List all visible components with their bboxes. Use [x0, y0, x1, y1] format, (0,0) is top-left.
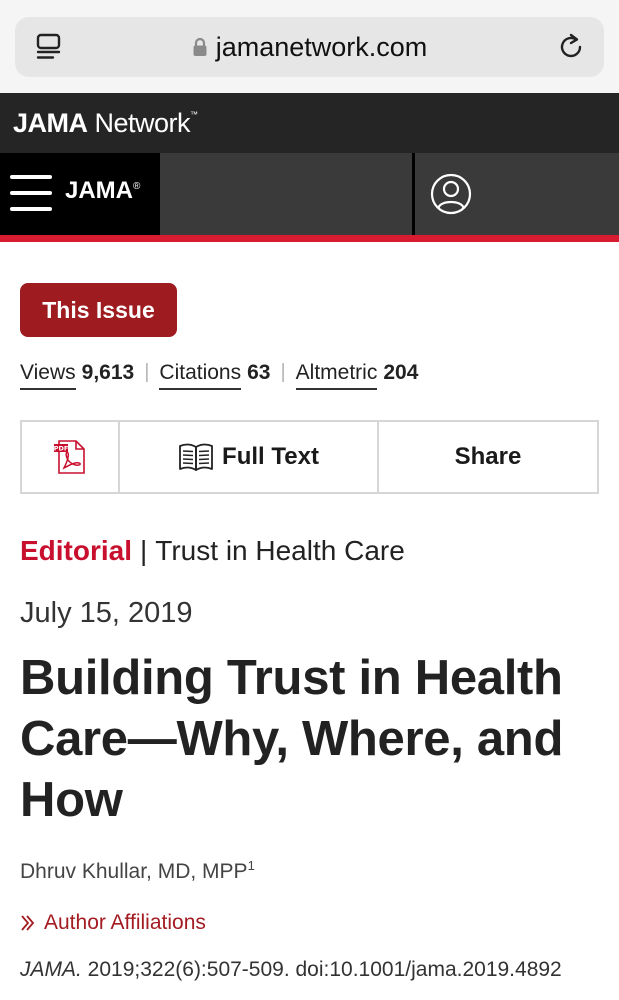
article-kicker: Editorial | Trust in Health Care — [20, 535, 405, 566]
article-metrics — [20, 361, 418, 395]
user-account-icon[interactable] — [430, 173, 472, 215]
jama-network-logo[interactable]: JAMA Network™ — [13, 108, 198, 138]
article-type[interactable]: Editorial — [20, 535, 133, 566]
author-byline — [20, 858, 255, 884]
hamburger-menu-icon[interactable] — [10, 175, 54, 213]
browser-toolbar — [0, 0, 619, 93]
metric-citations[interactable]: Citations 63 — [159, 361, 270, 390]
share-button[interactable] — [379, 422, 597, 492]
lock-icon — [192, 37, 208, 57]
affiliation-marker: 1 — [247, 858, 255, 873]
journal-nav — [0, 153, 160, 235]
share-label: Share — [454, 443, 522, 470]
jama-logo[interactable]: JAMA® — [65, 177, 141, 204]
address-bar[interactable] — [15, 17, 604, 77]
header-divider — [412, 153, 415, 235]
author-name[interactable]: Dhruv Khullar, MD, MPP — [20, 860, 248, 883]
reload-icon[interactable] — [556, 32, 586, 62]
pdf-button[interactable] — [22, 422, 120, 492]
url-text[interactable]: jamanetwork.com — [215, 31, 428, 62]
full-text-button[interactable] — [120, 422, 379, 492]
journal-header — [0, 153, 619, 235]
article-title: Building Trust in Health Care—Why, Where, and How — [20, 651, 564, 827]
article-citation: JAMA. 2019;322(6):507-509. doi:10.1001/jama.2019.4892 — [20, 958, 562, 981]
svg-text:PDF: PDF — [53, 444, 69, 453]
open-book-icon — [178, 442, 214, 472]
metric-separator: | — [280, 361, 286, 383]
author-affiliations-link[interactable]: Author Affiliations — [20, 911, 206, 935]
double-chevron-right-icon — [20, 913, 36, 933]
pdf-icon — [53, 440, 87, 474]
brand-rule — [0, 235, 619, 242]
this-issue-button[interactable]: This Issue — [20, 283, 177, 337]
publication-date: July 15, 2019 — [20, 597, 193, 629]
full-text-label: Full Text — [222, 443, 319, 470]
metric-altmetric[interactable]: Altmetric 204 — [296, 361, 419, 390]
metric-separator: | — [144, 361, 150, 383]
article-topic[interactable]: Trust in Health Care — [155, 535, 405, 566]
network-header — [0, 93, 619, 153]
metric-views[interactable]: Views 9,613 — [20, 361, 134, 390]
article-actions — [20, 420, 599, 494]
